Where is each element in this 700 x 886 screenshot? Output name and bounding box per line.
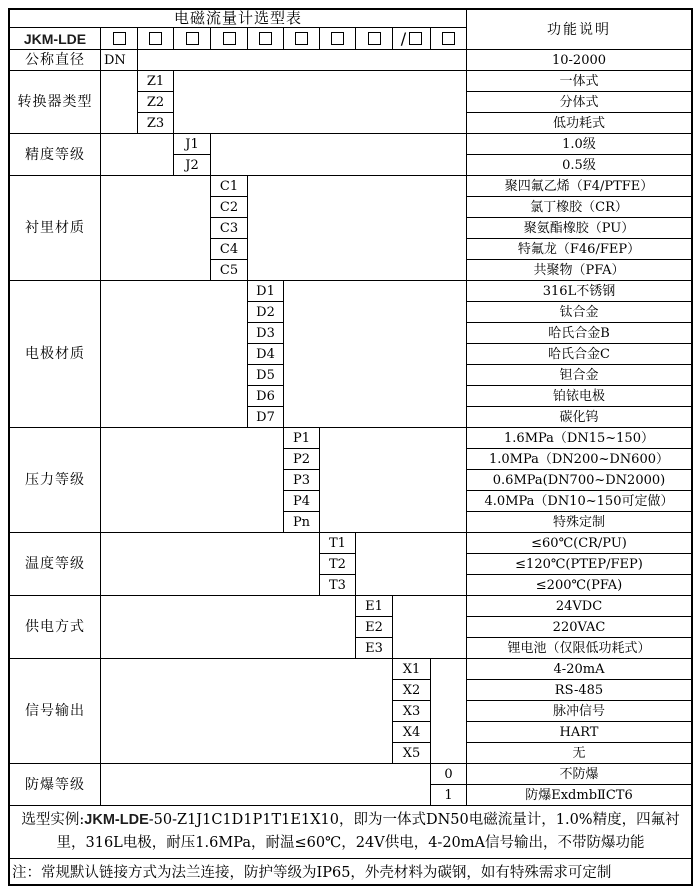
- model-code-cell-8: [356, 28, 392, 49]
- option-desc: 脉冲信号: [467, 701, 691, 721]
- option-desc: 220VAC: [467, 617, 691, 637]
- empty-cell: [101, 659, 392, 763]
- model-code-cell-1: [101, 28, 137, 49]
- option-desc: 哈氏合金B: [467, 323, 691, 343]
- selection-example: [10, 806, 691, 858]
- model-code-cell-3: [174, 28, 210, 49]
- option-desc: 不防爆: [467, 764, 691, 784]
- function-column-header: 功能说明: [467, 10, 691, 49]
- model-code-cell-2: [138, 28, 173, 49]
- option-code: Z2: [138, 92, 173, 112]
- section-label: 精度等级: [10, 134, 100, 175]
- option-desc: 1.0级: [467, 134, 691, 154]
- section-label: 衬里材质: [10, 176, 100, 280]
- option-code: X1: [393, 659, 430, 679]
- option-code: C4: [211, 239, 247, 259]
- empty-cell: [431, 659, 466, 763]
- option-code: X3: [393, 701, 430, 721]
- option-desc: 0.6MPa(DN700~DN2000): [467, 470, 691, 490]
- section-pressure: [10, 428, 691, 532]
- checkbox-icon: [186, 32, 199, 45]
- checkbox-icon: [259, 32, 272, 45]
- section-label: 信号输出: [10, 659, 100, 763]
- option-code: P1: [284, 428, 319, 448]
- option-code: P3: [284, 470, 319, 490]
- option-code: E1: [356, 596, 392, 616]
- option-desc: 316L不锈钢: [467, 281, 691, 301]
- option-desc: 锂电池（仅限低功耗式）: [467, 638, 691, 658]
- example-text: -50-Z1J1C1D1P1T1E1X10，即为一体式DN50电磁流量计，1.0%精度，四氟衬里，316L电极，耐压1.6MPa，耐温≤60℃，24V供电，4-20mA信号输出，不带防爆功能: [56, 812, 680, 852]
- option-desc: 无: [467, 743, 691, 763]
- empty-cell: [284, 281, 466, 427]
- option-code: T2: [320, 554, 355, 574]
- option-desc: 低功耗式: [467, 113, 691, 133]
- table-title: 电磁流量计选型表: [10, 10, 466, 27]
- option-code: Z3: [138, 113, 173, 133]
- option-desc: 钛合金: [467, 302, 691, 322]
- option-code: 0: [431, 764, 466, 784]
- option-desc: 铂铱电极: [467, 386, 691, 406]
- section-label: 防爆等级: [10, 764, 100, 805]
- footer-note: 注：常规默认链接方式为法兰连接，防护等级为IP65，外壳材料为碳钢，如有特殊需求可定制: [10, 859, 691, 884]
- option-desc: 哈氏合金C: [467, 344, 691, 364]
- option-desc: 聚氨酯橡胶（PU）: [467, 218, 691, 238]
- empty-cell: [356, 533, 466, 595]
- model-code-cell-10: [431, 28, 466, 49]
- checkbox-icon: [223, 32, 236, 45]
- empty-cell: [248, 176, 466, 280]
- empty-cell: [101, 281, 247, 427]
- checkbox-icon: [368, 32, 381, 45]
- section-temperature: [10, 533, 691, 595]
- section-label: 转换器类型: [10, 71, 100, 133]
- option-desc: 24VDC: [467, 596, 691, 616]
- option-desc: ≤120℃(PTEP/FEP): [467, 554, 691, 574]
- option-code: D3: [248, 323, 283, 343]
- option-code: J2: [174, 155, 210, 175]
- option-code: J1: [174, 134, 210, 154]
- option-desc: 特氟龙（F46/FEP）: [467, 239, 691, 259]
- checkbox-icon: [149, 32, 162, 45]
- option-desc: 一体式: [467, 71, 691, 91]
- checkbox-icon: [113, 32, 126, 45]
- option-code: D1: [248, 281, 283, 301]
- option-desc: 共聚物（PFA）: [467, 260, 691, 280]
- option-code: P2: [284, 449, 319, 469]
- option-code: D7: [248, 407, 283, 427]
- section-label: 供电方式: [10, 596, 100, 658]
- section-explosion-proof: [10, 764, 691, 805]
- slash-separator: /: [400, 28, 407, 48]
- option-desc: 0.5级: [467, 155, 691, 175]
- option-code: 1: [431, 785, 466, 805]
- option-desc: ≤200℃(PFA): [467, 575, 691, 595]
- empty-cell: [101, 764, 430, 805]
- empty-cell: [320, 428, 466, 532]
- model-code-cell-9: [393, 28, 430, 49]
- section-power-supply: [10, 596, 691, 658]
- empty-cell: [101, 176, 210, 280]
- model-code-cell-5: [248, 28, 283, 49]
- example-model: JKM-LDE: [84, 812, 149, 828]
- empty-cell: [211, 134, 466, 175]
- model-code-cell-4: [211, 28, 247, 49]
- table-header: [10, 10, 691, 49]
- empty-cell: [101, 428, 283, 532]
- section-label: 电极材质: [10, 281, 100, 427]
- option-desc: 分体式: [467, 92, 691, 112]
- empty-cell: [101, 533, 319, 595]
- option-code: E2: [356, 617, 392, 637]
- option-code: T1: [320, 533, 355, 553]
- option-desc: 4-20mA: [467, 659, 691, 679]
- option-desc: 钽合金: [467, 365, 691, 385]
- flowmeter-selection-table: [8, 8, 693, 886]
- checkbox-icon: [409, 32, 422, 45]
- section-label: 压力等级: [10, 428, 100, 532]
- option-code: Z1: [138, 71, 173, 91]
- section-dn: [10, 50, 691, 70]
- option-code: DN: [101, 50, 137, 70]
- section-electrode-material: [10, 281, 691, 427]
- option-desc: 1.0MPa（DN200~DN600）: [467, 449, 691, 469]
- option-code: E3: [356, 638, 392, 658]
- empty-cell: [101, 71, 137, 133]
- option-desc: 4.0MPa（DN10~150可定做）: [467, 491, 691, 511]
- section-accuracy: [10, 134, 691, 175]
- model-code-cell-7: [320, 28, 355, 49]
- option-code: C5: [211, 260, 247, 280]
- option-desc: 1.6MPa（DN15~150）: [467, 428, 691, 448]
- empty-cell: [174, 71, 466, 133]
- option-desc: 特殊定制: [467, 512, 691, 532]
- example-prefix: 选型实例:: [21, 812, 85, 828]
- empty-cell: [101, 596, 355, 658]
- option-code: D5: [248, 365, 283, 385]
- option-code: X4: [393, 722, 430, 742]
- option-desc: HART: [467, 722, 691, 742]
- option-code: X5: [393, 743, 430, 763]
- option-code: C1: [211, 176, 247, 196]
- checkbox-icon: [295, 32, 308, 45]
- option-code: T3: [320, 575, 355, 595]
- checkbox-icon: [442, 32, 455, 45]
- section-label: 温度等级: [10, 533, 100, 595]
- option-desc: 碳化钨: [467, 407, 691, 427]
- option-desc: 防爆ExdmbⅡCT6: [467, 785, 691, 805]
- section-converter-type: [10, 71, 691, 133]
- option-desc: 聚四氟乙烯（F4/PTFE）: [467, 176, 691, 196]
- empty-cell: [393, 596, 466, 658]
- option-code: Pn: [284, 512, 319, 532]
- option-code: X2: [393, 680, 430, 700]
- section-lining-material: [10, 176, 691, 280]
- option-code: C3: [211, 218, 247, 238]
- option-code: D6: [248, 386, 283, 406]
- section-label: 公称直径: [10, 50, 100, 70]
- option-desc: ≤60℃(CR/PU): [467, 533, 691, 553]
- option-code: D2: [248, 302, 283, 322]
- model-code-cell-6: [284, 28, 319, 49]
- section-signal-output: [10, 659, 691, 763]
- option-desc: RS-485: [467, 680, 691, 700]
- model-prefix: JKM-LDE: [10, 28, 100, 49]
- option-code: C2: [211, 197, 247, 217]
- empty-cell: [138, 50, 466, 70]
- checkbox-icon: [331, 32, 344, 45]
- option-desc: 氯丁橡胶（CR）: [467, 197, 691, 217]
- empty-cell: [101, 134, 173, 175]
- option-code: P4: [284, 491, 319, 511]
- option-desc: 10-2000: [467, 50, 691, 70]
- option-code: D4: [248, 344, 283, 364]
